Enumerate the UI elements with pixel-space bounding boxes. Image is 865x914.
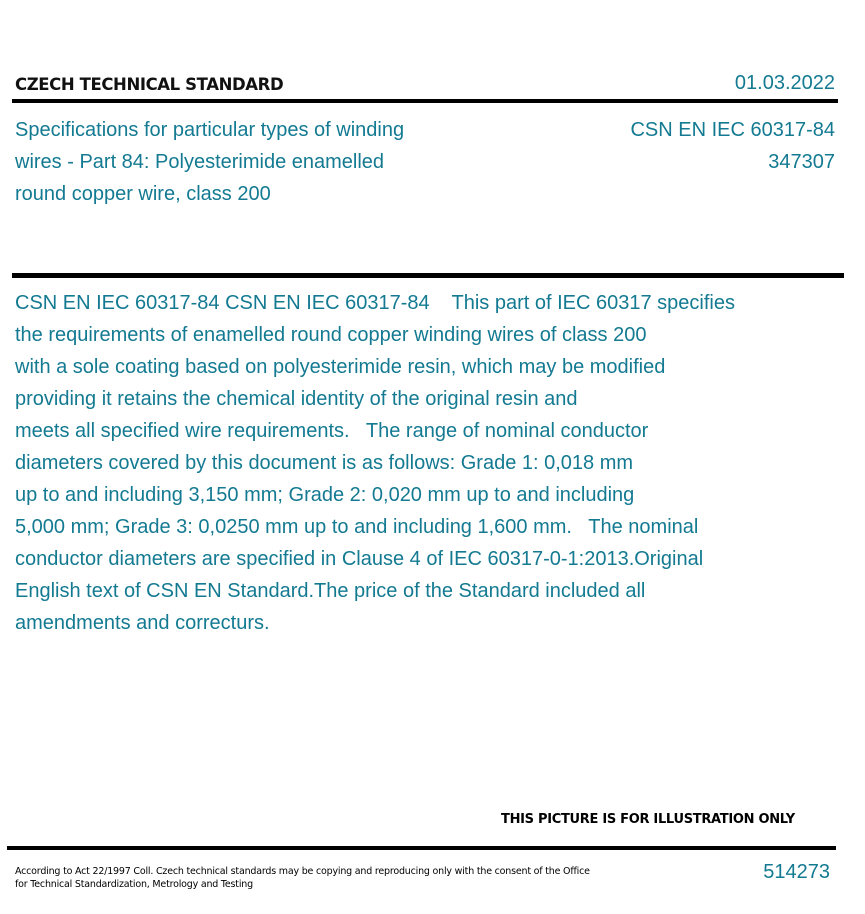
description-line: conductor diameters are specified in Clause 4 of IEC 60317-0-1:2013.Original <box>15 548 704 570</box>
section-divider <box>12 273 844 278</box>
standard-description <box>15 287 735 639</box>
standard-subject <box>15 114 485 210</box>
description-line: English text of CSN EN Standard.The price of the Standard included all <box>15 580 646 602</box>
description-line: amendments and correcturs. <box>15 612 270 634</box>
legal-line: According to Act 22/1997 Coll. Czech technical standards may be copying and reproducing only with the consent of the Office <box>15 866 590 877</box>
description-line: the requirements of enamelled round copper winding wires of class 200 <box>15 324 647 346</box>
illustration-notice: THIS PICTURE IS FOR ILLUSTRATION ONLY <box>501 812 795 827</box>
standard-type-heading: CZECH TECHNICAL STANDARD <box>15 75 284 94</box>
header-divider <box>12 99 838 103</box>
description-line: up to and including 3,150 mm; Grade 2: 0,020 mm up to and including <box>15 484 635 506</box>
description-line: CSN EN IEC 60317-84 CSN EN IEC 60317-84 This part of IEC 60317 specifies <box>15 292 735 314</box>
standard-identifier <box>630 114 835 178</box>
subject-line: Specifications for particular types of winding <box>15 119 405 141</box>
document-number: 514273 <box>763 861 830 883</box>
description-line: providing it retains the chemical identity of the original resin and <box>15 388 578 410</box>
legal-notice <box>15 865 595 891</box>
description-line: with a sole coating based on polyesterimide resin, which may be modified <box>15 356 666 378</box>
description-line: meets all specified wire requirements. The range of nominal conductor <box>15 420 649 442</box>
subject-line: wires - Part 84: Polyesterimide enamelled <box>15 151 385 173</box>
description-line: 5,000 mm; Grade 3: 0,0250 mm up to and including 1,600 mm. The nominal <box>15 516 699 538</box>
subject-line: round copper wire, class 200 <box>15 183 271 205</box>
standard-code: CSN EN IEC 60317-84 <box>630 119 835 141</box>
description-line: diameters covered by this document is as follows: Grade 1: 0,018 mm <box>15 452 634 474</box>
publication-date: 01.03.2022 <box>734 72 835 94</box>
classification-number: 347307 <box>768 151 835 173</box>
legal-line: for Technical Standardization, Metrology and Testing <box>15 879 253 890</box>
footer-divider <box>7 846 836 850</box>
